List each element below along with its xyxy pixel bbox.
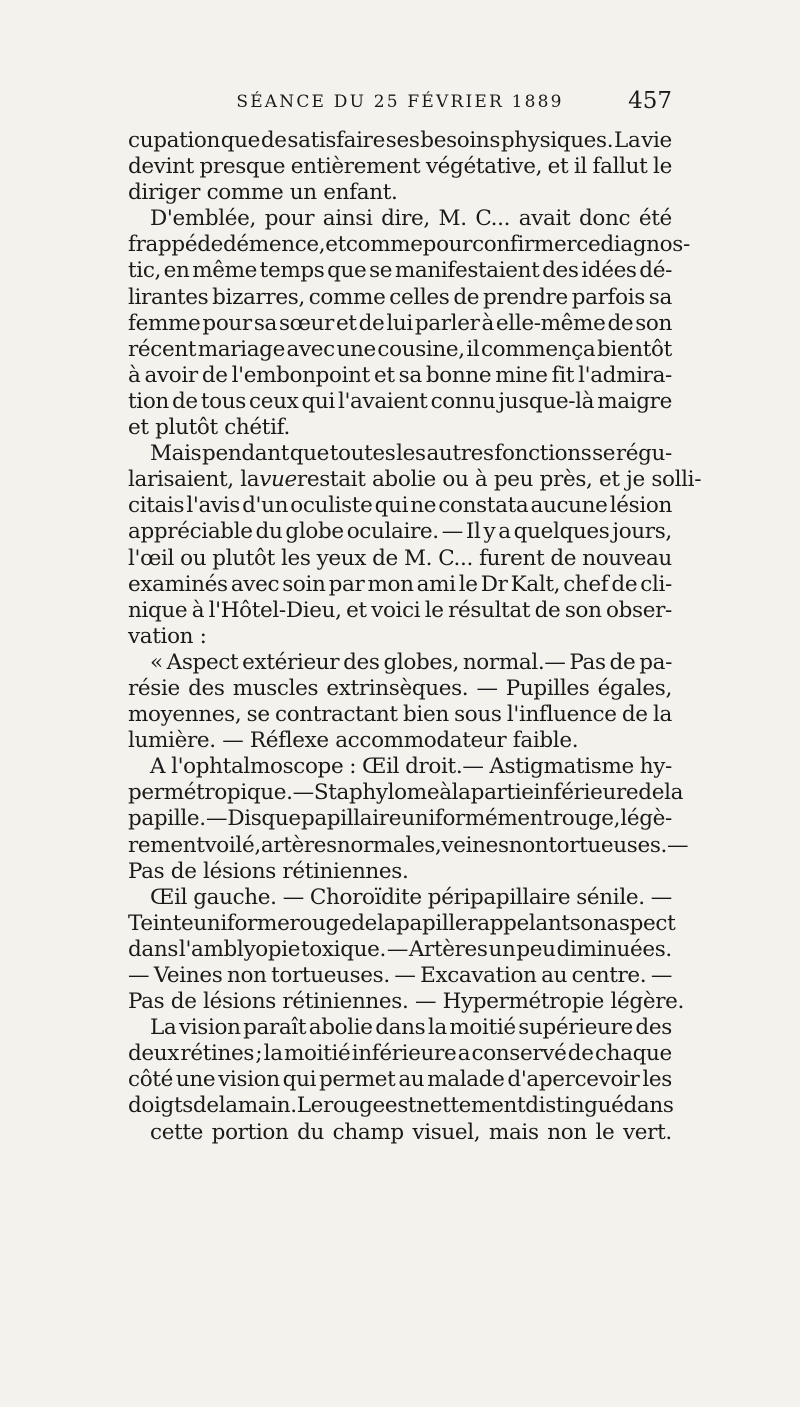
text-line (128, 1250, 672, 1276)
text-line: citais l'avis d'un oculiste qui ne constata aucune lésion (128, 493, 672, 519)
text-line: devint presque entièrement végétative, et il fallut le (128, 154, 672, 180)
text-line: récent mariage avec une cousine, il commença bientôt (128, 336, 672, 362)
text-line: résie des muscles extrinsèques. — Pupilles égales, (128, 675, 672, 701)
text-line: femme pour sa sœur et de lui parler à elle-même de son (128, 310, 672, 336)
text-line (128, 1302, 672, 1328)
text-line: deux rétines ; la moitié inférieure a conservé de chaque (128, 1041, 672, 1067)
text-line: rement voilé, artères normales, veines non tortueuses. — (128, 832, 689, 858)
text-line (128, 1198, 672, 1224)
text-line (128, 1172, 672, 1198)
text-line (128, 1381, 672, 1407)
text-line (128, 467, 702, 493)
text-line: Pas de lésions rétiniennes. (128, 858, 409, 884)
text-line: Mais pendant que toutes les autres fonctions se régu- (150, 441, 672, 467)
text-line: et plutôt chétif. (128, 415, 290, 441)
text-line: Œil gauche. — Choroïdite péripapillaire sénile. — (150, 884, 672, 910)
text-line: vation : (128, 623, 207, 649)
text-line: Teinte uniforme rouge de la papille rappelant son aspect (128, 910, 676, 936)
text-line: cette portion du champ visuel, mais non le vert. (150, 1119, 672, 1145)
text-line: moyennes, se contractant bien sous l'influence de la (128, 702, 672, 728)
text-line: lirantes bizarres, comme celles de prendre parfois sa (128, 284, 672, 310)
text-line: — Veines non tortueuses. — Excavation au centre. — (128, 963, 672, 988)
text-line: diriger comme un enfant. (128, 180, 398, 206)
text-line (128, 1354, 672, 1380)
text-line (128, 1146, 672, 1172)
text-line: nique à l'Hôtel-Dieu, et voici le résultat de son obser- (128, 597, 672, 623)
page-header (128, 88, 672, 118)
italic-word: vue (259, 467, 297, 493)
text-line (128, 1276, 672, 1302)
text-line (128, 1224, 672, 1250)
text-line: La vision paraît abolie dans la moitié supérieure des (150, 1015, 672, 1041)
page-number: 457 (628, 88, 672, 114)
text-line: lumière. — Réflexe accommodateur faible. (128, 728, 579, 754)
running-head: SÉANCE DU 25 FÉVRIER 1889 (236, 92, 564, 112)
text-line: examinés avec soin par mon ami le Dr Kalt, chef de cli- (128, 571, 672, 597)
text-line: tion de tous ceux qui l'avaient connu jusque-là maigre (128, 388, 672, 414)
text-line: D'emblée, pour ainsi dire, M. C... avait donc été (150, 206, 672, 232)
text-line: papille. — Disque papillaire uniformément rouge, légè- (128, 806, 672, 832)
text-line: tic, en même temps que se manifestaient des idées dé- (128, 258, 672, 284)
text-line: A l'ophtalmoscope : Œil droit.— Astigmatisme hy- (150, 754, 672, 780)
text-line: cupation que de satisfaire ses besoins physiques. La vie (128, 128, 672, 153)
text-line: dans l'amblyopie toxique. — Artères un peu diminuées. (128, 936, 672, 962)
text-line: Pas de lésions rétiniennes. — Hypermétropie légère. (128, 989, 684, 1015)
text-line: frappé de démence, et comme pour confirmer ce diagnos- (128, 232, 690, 258)
text-segment: larisaient, la (128, 467, 260, 493)
text-segment: restait abolie ou à peu près, et je solli- (296, 467, 702, 493)
text-line: l'œil ou plutôt les yeux de M. C... furent de nouveau (128, 545, 672, 571)
text-line: permétropique. — Staphylome à la partie inférieure de la (128, 780, 684, 806)
text-line (128, 1328, 672, 1354)
body-text (128, 128, 702, 1407)
text-line: « Aspect extérieur des globes, normal.— Pas de pa- (150, 649, 672, 675)
text-line: côté une vision qui permet au malade d'apercevoir les (128, 1067, 672, 1093)
text-line: à avoir de l'embonpoint et sa bonne mine fit l'admira- (128, 362, 672, 388)
text-line: appréciable du globe oculaire. — Il y a quelques jours, (128, 519, 672, 545)
text-line: doigts de la main. Le rouge est nettement distingué dans (128, 1093, 674, 1119)
